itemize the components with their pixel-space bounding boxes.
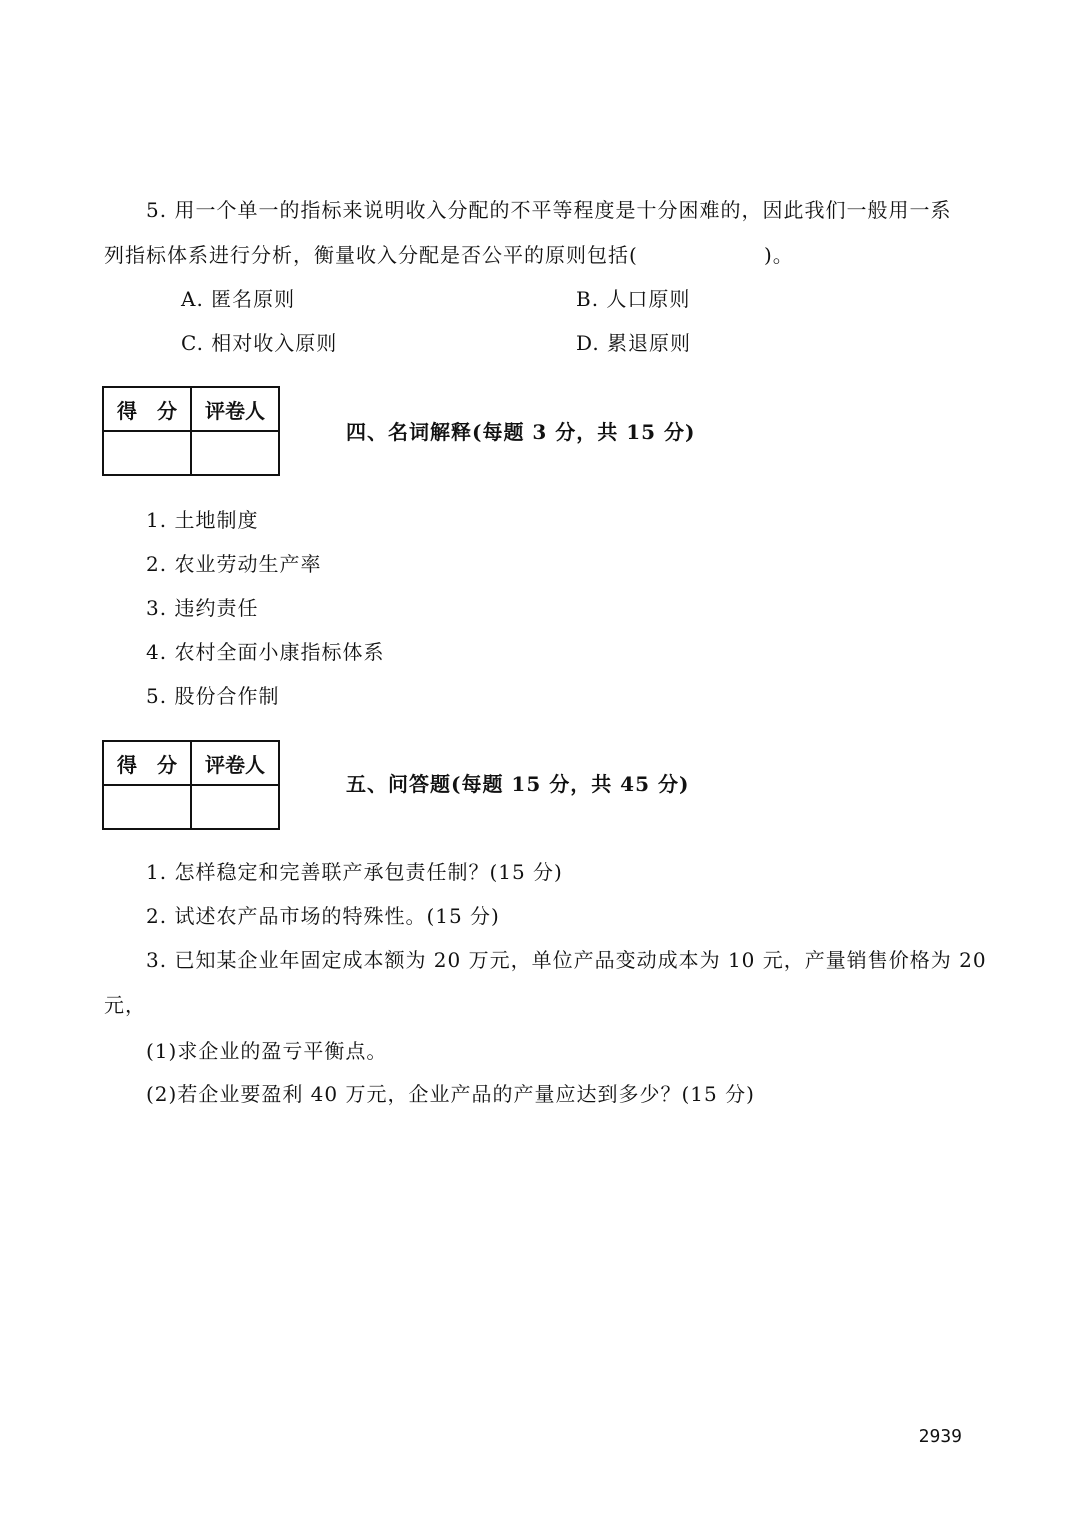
section4-title: 四、名词解释(每题 3 分，共 15 分) <box>346 420 696 444</box>
q5-option-c: C. 相对收入原则 <box>181 331 338 355</box>
grader-label: 评卷人 <box>191 741 279 785</box>
q5-option-a: A. 匿名原则 <box>181 287 296 311</box>
section5-q3-line2: 元， <box>104 993 146 1017</box>
score-label: 得 分 <box>103 387 191 431</box>
q5-stem-line1: 5. 用一个单一的指标来说明收入分配的不平等程度是十分困难的，因此我们一般用一系 <box>146 198 952 222</box>
section5-q3-line1: 3. 已知某企业年固定成本额为 20 万元，单位产品变动成本为 10 元，产量销售价格为 20 <box>146 948 987 972</box>
q5-stem-close: )。 <box>764 243 794 267</box>
section5-title: 五、问答题(每题 15 分，共 45 分) <box>346 772 690 796</box>
score-cell <box>103 431 191 475</box>
page-number: 2939 <box>918 1426 962 1447</box>
q5-option-d: D. 累退原则 <box>576 331 692 355</box>
section5-q1: 1. 怎样稳定和完善联产承包责任制？(15 分) <box>146 860 563 884</box>
section4-item-2: 2. 农业劳动生产率 <box>146 552 322 576</box>
score-table-section4 <box>102 386 280 476</box>
section4-item-3: 3. 违约责任 <box>146 596 259 620</box>
section5-q3-sub1: (1)求企业的盈亏平衡点。 <box>146 1039 388 1063</box>
section4-item-1: 1. 土地制度 <box>146 508 259 532</box>
section5-q3-sub2: (2)若企业要盈利 40 万元，企业产品的产量应达到多少？(15 分) <box>146 1082 755 1106</box>
grader-cell <box>191 431 279 475</box>
score-cell <box>103 785 191 829</box>
section4-item-4: 4. 农村全面小康指标体系 <box>146 640 385 664</box>
score-label: 得 分 <box>103 741 191 785</box>
section4-item-5: 5. 股份合作制 <box>146 684 280 708</box>
q5-stem-line2: 列指标体系进行分析，衡量收入分配是否公平的原则包括( <box>104 243 638 267</box>
score-table-section5 <box>102 740 280 830</box>
section5-q2: 2. 试述农产品市场的特殊性。(15 分) <box>146 904 500 928</box>
grader-cell <box>191 785 279 829</box>
grader-label: 评卷人 <box>191 387 279 431</box>
q5-option-b: B. 人口原则 <box>576 287 691 311</box>
